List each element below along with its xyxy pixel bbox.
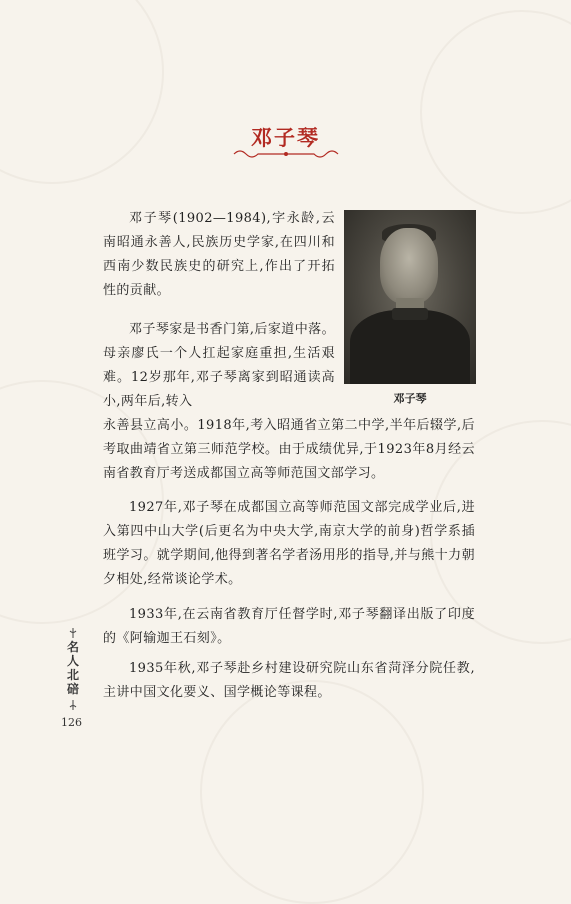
page-title: 邓子琴 [251, 125, 320, 150]
photo-body [350, 310, 470, 384]
paragraph-family-part1: 邓子琴家是书香门第,后家道中落。母亲廖氏一个人扛起家庭重担,生活艰难。12岁那年,邓子琴离家到昭通读高小,两年后,转入 [103, 322, 335, 409]
side-running-head: 名 人 北 碚 [66, 640, 79, 696]
title-ornament-icon [230, 146, 342, 162]
paragraph-university: 1927年,邓子琴在成都国立高等师范国文部完成学业后,进入第四中山大学(后更名为中央大学,南京大学的前身)哲学系插班学习。就学期间,他得到著名学者汤用彤的指导,并与熊十力朝夕相处,经常谈论学术。 [103, 500, 475, 587]
paragraph-family-part2: 永善县立高小。1918年,考入昭通省立第二中学,半年后辍学,后考取曲靖省立第三师范学校。由于成绩优异,于1923年8月经云南省教育厅考送成都国立高等师范国文部学习。 [103, 418, 475, 481]
side-ornament-bottom-icon [68, 700, 78, 710]
paragraph-translation: 1933年,在云南省教育厅任督学时,邓子琴翻译出版了印度的《阿输迦王石刻》。 [103, 607, 475, 646]
side-ornament-top-icon [68, 628, 78, 638]
watermark-circle [200, 680, 424, 904]
photo-collar [392, 308, 428, 320]
photo-face [380, 228, 438, 304]
photo-caption: 邓子琴 [393, 392, 427, 405]
paragraph-intro: 邓子琴(1902—1984),字永龄,云南昭通永善人,民族历史学家,在四川和西南少数民族史的研究上,作出了开拓性的贡献。 [103, 211, 335, 298]
page-number: 126 [61, 716, 82, 729]
watermark-circle [0, 0, 164, 184]
portrait-photo [344, 210, 476, 384]
paragraph-teaching: 1935年秋,邓子琴赴乡村建设研究院山东省菏泽分院任教,主讲中国文化要义、国学概论等课程。 [103, 661, 475, 700]
watermark-circle [420, 10, 571, 214]
